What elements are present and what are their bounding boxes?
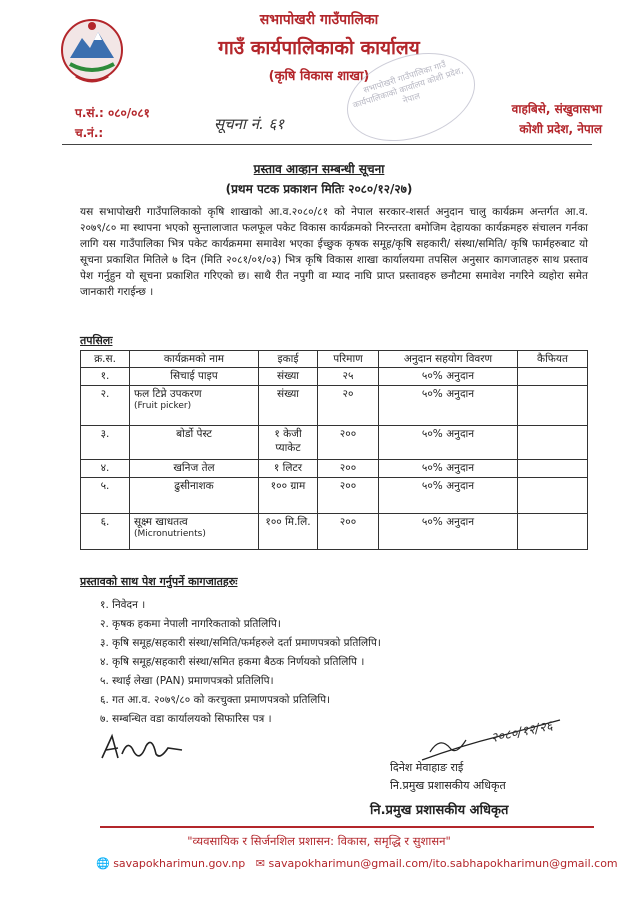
- municipality-name: सभापोखरी गाउँपालिका: [259, 12, 379, 28]
- cell-grant: ५०% अनुदान: [379, 426, 518, 460]
- cell-remark: [518, 460, 588, 478]
- cell-sn: ६.: [81, 514, 130, 550]
- table-row: [81, 368, 588, 386]
- col-unit: इकाई: [259, 351, 318, 368]
- cell-program: ढुसीनाशक: [130, 478, 259, 514]
- cell-remark: [518, 478, 588, 514]
- contacts: [96, 857, 618, 870]
- table-row: [81, 514, 588, 550]
- cell-remark: [518, 386, 588, 426]
- address-line-1: वाहबिसे, संखुवासभा: [511, 102, 602, 116]
- cell-program: [130, 514, 259, 550]
- footer-divider: [100, 826, 594, 828]
- cell-remark: [518, 368, 588, 386]
- signer-designation: नि.प्रमुख प्रशासकीय अधिकृत: [390, 779, 506, 792]
- ref-cn: च.नं.:: [75, 126, 104, 140]
- col-remark: कैफियत: [518, 351, 588, 368]
- cell-sn: २.: [81, 386, 130, 426]
- cell-sn: ५.: [81, 478, 130, 514]
- cell-qty: २०: [318, 386, 379, 426]
- list-item: ५. स्थाई लेखा (PAN) प्रमाणपत्रको प्रतिलिपि।: [100, 675, 274, 687]
- col-qty: परिमाण: [318, 351, 379, 368]
- cell-unit: १०० मि.लि.: [259, 514, 318, 550]
- cell-program-sub: (Fruit picker): [134, 401, 192, 411]
- table-header-row: [81, 351, 588, 368]
- cell-qty: २००: [318, 514, 379, 550]
- list-item: २. कृषक हकमा नेपाली नागरिकताको प्रतिलिपि।: [100, 618, 281, 630]
- col-sn: क्र.स.: [81, 351, 130, 368]
- cell-program: खनिज तेल: [130, 460, 259, 478]
- website-link[interactable]: savapokharimun.gov.np: [113, 857, 246, 870]
- cell-qty: २००: [318, 478, 379, 514]
- cell-program-sub: (Micronutrients): [134, 529, 206, 539]
- ref-ps: प.सं.: ०८०/०८१: [75, 106, 150, 120]
- globe-icon: 🌐: [96, 857, 110, 870]
- cell-unit: संख्या: [259, 368, 318, 386]
- address-line-2: कोशी प्रदेश, नेपाल: [519, 122, 602, 136]
- office-name: गाउँ कार्यपालिकाको कार्यालय: [218, 37, 420, 59]
- cell-program-name: सूक्ष्म खाधतत्व: [134, 516, 188, 528]
- section-name: (कृषि विकास शाखा): [268, 69, 370, 84]
- cell-grant: ५०% अनुदान: [379, 386, 518, 426]
- cell-unit: १०० ग्राम: [259, 478, 318, 514]
- cell-qty: २००: [318, 426, 379, 460]
- cell-sn: ३.: [81, 426, 130, 460]
- cell-unit: १ केजी प्याकेट: [259, 426, 318, 460]
- list-item: ४. कृषि समूह/सहकारी संस्था/समित हकमा बैठक निर्णयको प्रतिलिपि ।: [100, 656, 365, 668]
- table-label: तपसिलः: [80, 334, 113, 347]
- cell-qty: २००: [318, 460, 379, 478]
- table-row: [81, 426, 588, 460]
- cell-program-name: फल टिप्ने उपकरण: [134, 388, 202, 400]
- cell-program: [130, 386, 259, 426]
- email-links[interactable]: savapokharimun@gmail.com/ito.sabhapokharimun@gmail.com: [268, 857, 618, 870]
- notice-subtitle: (प्रथम पटक प्रकाशन मितिः २०८०/१२/२७): [225, 182, 413, 196]
- notice-body: यस सभापोखरी गाउँपालिकाको कृषि शाखाको आ.व.२०८०/८१ को नेपाल सरकार-शसर्त अनुदान चालु कार्यक्रम अन्तर्गत आ.व. २०७९/८० मा स्थापना भएको सुन्तालाजात फलफूल पकेट विकास कार्यक्रमको निरन्तरता बमोजिम देहायका कार्यक्रमहरु संचालन गर्नका लागि यस गाउँपालिका भित्र पकेट कार्यक्रममा समावेश भएका ईच्छुक कृषक समूह/कृषि सहकारी/ संस्था/समिति/ कृषि फार्महरुबाट यो सूचना प्रकाशित मितिले ७ दिन (मिति २०८१/०१/०३) भित्र कृषि विकास शाखा कार्यालयमा तपसिल अनुसार कागजातहरु साथ प्रस्ताव पेश गर्नुहुन यो सूचना प्रकाशित गरिएको छ। साथै रीत नपुगी वा म्याद नाघि प्राप्त प्रस्तावहरु छनौटमा समावेश नगरिने व्यहोरा समेत जानकारी गराईन्छ ।: [80, 206, 588, 298]
- left-signature: [98, 728, 188, 772]
- list-item: ६. गत आ.व. २०७९/८० को करचुक्ता प्रमाणपत्रको प्रतिलिपि।: [100, 694, 331, 706]
- table-row: [81, 460, 588, 478]
- cell-grant: ५०% अनुदान: [379, 514, 518, 550]
- cell-sn: ४.: [81, 460, 130, 478]
- col-grant: अनुदान सहयोग विवरण: [379, 351, 518, 368]
- list-item: ७. सम्बन्धित वडा कार्यालयको सिफारिस पत्र ।: [100, 713, 272, 725]
- cell-remark: [518, 514, 588, 550]
- cell-grant: ५०% अनुदान: [379, 460, 518, 478]
- cell-unit: १ लिटर: [259, 460, 318, 478]
- list-item: १. निवेदन ।: [100, 599, 146, 611]
- cell-program: बोर्डो पेस्ट: [130, 426, 259, 460]
- slogan: "व्यवसायिक र सिर्जनशिल प्रशासन: विकास, समृद्धि र सुशासन": [187, 834, 451, 848]
- col-program: कार्यक्रमको नाम: [130, 351, 259, 368]
- documents-title: प्रस्तावको साथ पेश गर्नुपर्ने कागजातहरुः: [80, 575, 238, 588]
- cell-unit: संख्या: [259, 386, 318, 426]
- mail-icon: ✉: [255, 857, 265, 870]
- notice-number: सूचना नं. ६१: [214, 115, 285, 133]
- program-table: [80, 350, 588, 550]
- table-row: [81, 478, 588, 514]
- cell-grant: ५०% अनुदान: [379, 478, 518, 514]
- cell-remark: [518, 426, 588, 460]
- table-row: [81, 386, 588, 426]
- signature-date: २०८०/१२/२६: [489, 718, 555, 747]
- list-item: ३. कृषि समूह/सहकारी संस्था/समिति/फर्महरुले दर्ता प्रमाणपत्रको प्रतिलिपि।: [100, 637, 381, 649]
- cell-sn: १.: [81, 368, 130, 386]
- cell-program: सिचाई पाइप: [130, 368, 259, 386]
- header-divider: [62, 144, 592, 145]
- signer-name: दिनेश मेवाहाङ राई: [390, 761, 464, 774]
- cell-qty: २५: [318, 368, 379, 386]
- documents-list: [100, 596, 381, 729]
- cell-grant: ५०% अनुदान: [379, 368, 518, 386]
- footer-designation: नि.प्रमुख प्रशासकीय अधिकृत: [370, 803, 509, 818]
- office-stamp: सभापोखरी गाउँपालिका गाउँ कार्यपालिकाको कार्यालय कोशी प्रदेश, नेपाल: [336, 38, 487, 157]
- notice-title: प्रस्ताव आव्हान सम्बन्धी सूचना: [253, 162, 385, 176]
